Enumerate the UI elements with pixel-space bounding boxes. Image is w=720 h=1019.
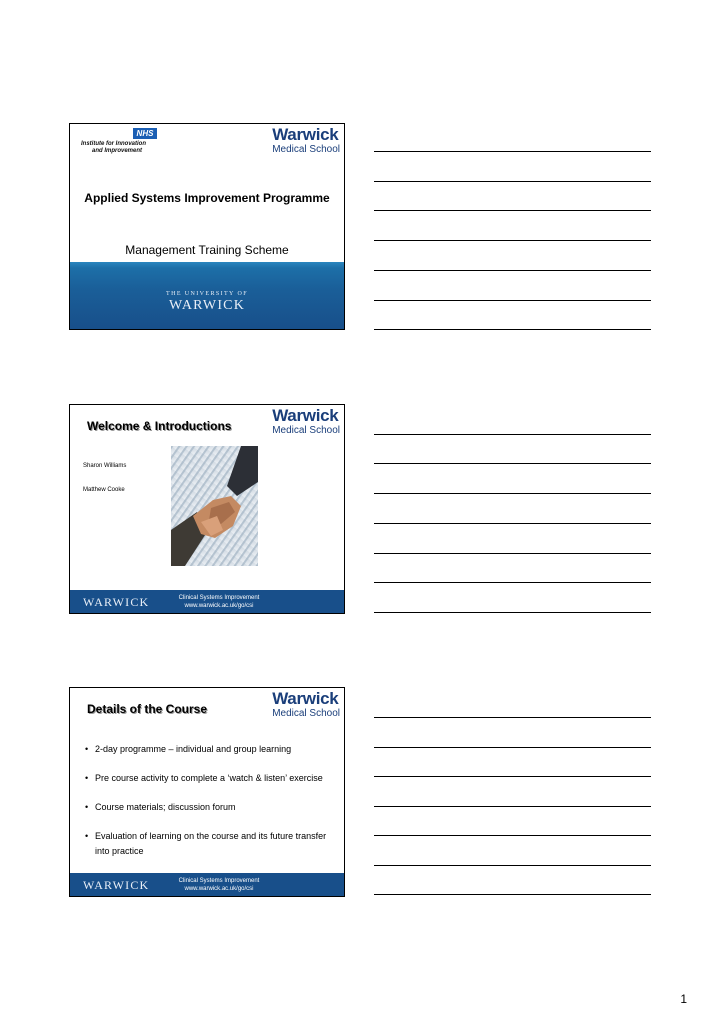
note-line [374,612,651,613]
logo-medical-school: Medical School [272,144,340,155]
university-of-warwick-logo [70,290,344,314]
nhs-line-2: and Improvement [92,148,143,154]
note-line [374,463,651,464]
slide-heading: Details of the Course [87,702,208,716]
footer-warwick-logo: WARWICK [83,878,150,892]
footer-text [176,594,262,610]
warwick-medical-school-logo [272,690,340,719]
footer-text [176,877,262,893]
note-line [374,865,651,866]
note-line [374,240,651,241]
slide-title: Applied Systems Improvement Programme [84,191,330,205]
logo-warwick: Warwick [272,406,339,425]
list-item: • Pre course activity to complete a ‘watch & listen’ exercise [83,771,339,786]
note-line [374,210,651,211]
footer-line-1: Clinical Systems Improvement [178,878,260,884]
logo-medical-school: Medical School [272,425,340,436]
note-line [374,493,651,494]
presenter-name: Matthew Cooke [83,487,125,493]
note-line [374,434,651,435]
warwick-medical-school-logo [272,407,340,436]
logo-medical-school: Medical School [272,708,340,719]
list-item: • 2-day programme – individual and group learning [83,742,339,757]
slide-1-title [69,123,345,330]
university-banner [70,262,344,329]
note-line [374,835,651,836]
slide-footer [70,590,344,613]
nhs-badge: NHS [133,128,157,139]
presenter-name: Sharon Williams [83,463,127,469]
note-line [374,300,651,301]
note-line [374,582,651,583]
note-line [374,181,651,182]
nhs-line-1: Institute for Innovation [81,141,146,147]
nhs-logo [81,128,157,155]
course-details-list [83,742,339,859]
note-line [374,806,651,807]
list-item: • Course materials; discussion forum [83,800,339,815]
footer-warwick-logo: WARWICK [83,595,150,609]
logo-warwick: Warwick [272,689,339,708]
note-line [374,270,651,271]
note-line [374,776,651,777]
note-line [374,894,651,895]
warwick-medical-school-logo [272,126,340,155]
logo-warwick: Warwick [272,125,339,144]
logo-warwick-wordmark: WARWICK [168,298,246,313]
handshake-photo [171,446,258,566]
slide-2-welcome [69,404,345,614]
list-item: • Evaluation of learning on the course and its future transfer into practice [83,829,339,859]
note-line [374,553,651,554]
logo-the-university-of: THE UNIVERSITY OF [166,291,248,297]
slide-heading: Welcome & Introductions [87,419,232,433]
note-line [374,151,651,152]
note-line [374,717,651,718]
note-line [374,523,651,524]
footer-url: www.warwick.ac.uk/go/csi [184,886,254,892]
page-number: 1 [680,992,687,1006]
slide-subtitle: Management Training Scheme [125,243,289,257]
slide-footer [70,873,344,896]
slide-3-course-details [69,687,345,897]
footer-line-1: Clinical Systems Improvement [178,595,260,601]
note-line [374,329,651,330]
footer-url: www.warwick.ac.uk/go/csi [184,603,254,609]
note-line [374,747,651,748]
